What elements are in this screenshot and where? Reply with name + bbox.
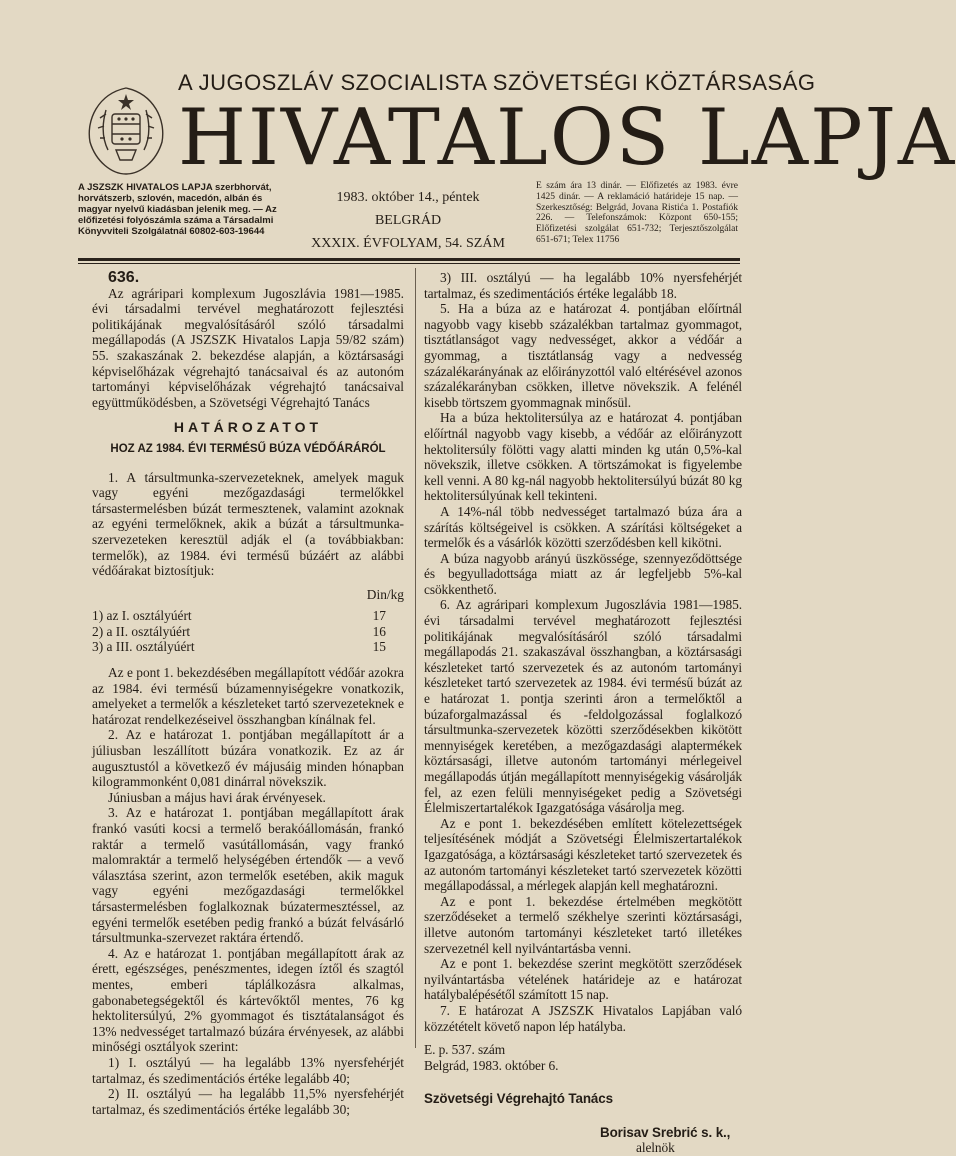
preamble: Az agráripari komplexum Jugoszlávia 1981—1985. évi társadalmi tervével meghatározott fejlesztési politikájának megvalósításáról szóló társadalmi megállapodás (A JSZSZK Hivatalos Lapja 59/82 szám) 55. szakaszának 2. bekezdése alapján, a köztársasági képviselőházak végrehajtó tanácsaival és az autonóm tartományi képviselőházak végrehajtó tanácsaival együttműködésben, a Szövetségi Végrehajtó Tanács [92,285,404,410]
paragraph-1b: Az e pont 1. bekezdésében megállapított védőár azokra az 1984. évi termésű búzamennyiségekre vonatkozik, amelyeket a termelők a készleteket tartó szervezeteknek e határozat rendelkezéseivel összhangban kínálnak fel. [92,665,404,727]
price-label: 1) az I. osztályúért [92,608,192,624]
paragraph-6: 6. Az agráripari komplexum Jugoszlávia 1981—1985. évi társadalmi tervével meghatározott fejlesztési politikájának megvalósításáról szóló társadalmi megállapodás 21. szakaszával összhangban, a köztársasági készleteket tartó szervezetek és az autonóm tartományi készleteket tartó szervezetek az 1984. évi termésű búzát az e határozat 1. pontja szerinti áron a termelőktől a búzaforgalmazással és -feldolgozással foglalkozó társultmunka-szervezetek közötti szerződésekben kikötött mennyiségek keretében, a mezőgazdasági alaptermékek köztársasági, illetve autonóm tartományi mérlegeivel megállapodás útján megállapított mennyiségekig vásárolják fel, az ezen felüli mennyiségeket pedig a Szövetségi Élelmiszertartalékok Igazgatósága vásárolja meg. [424,597,742,816]
quality-class-3: 3) III. osztályú — ha legalább 10% nyersfehérjét tartalmaz, és szedimentációs értéke legalább 18. [424,270,742,301]
paragraph-6b: Az e pont 1. bekezdésében említett kötelezettségek teljesítésének módját a Szövetségi Élelmiszertartalékok Igazgatósága, a köztársasági készleteket tartó szervezetek és az autonóm tartományi készleteket tartó szervezetek közötti megállapodással, a mérlegek alapján kell meghatározni. [424,815,742,894]
signer-body: Szövetségi Végrehajtó Tanács [424,1091,613,1107]
issue-info [292,186,524,255]
paragraph-5c: A 14%-nál több nedvességet tartalmazó búza ára a szárítás költségeivel is csökken. A szárítási költségeket a termelők és a vásárlók közötti szerződésben kell kikötni. [424,503,742,551]
price-row [92,608,404,624]
reference-date: Belgrád, 1983. október 6. [424,1057,559,1073]
column-divider [415,268,416,1048]
masthead-super-title: A JUGOSZLÁV SZOCIALISTA SZÖVETSÉGI KÖZTÁRSASÁG [178,70,816,95]
signer-name: Borisav Srebrić s. k., [600,1124,731,1140]
act-number: 636. [108,269,140,286]
paragraph-1: 1. A társultmunka-szervezeteknek, amelyek maguk vagy egyéni mezőgazdasági termelőkkel társastermelésben búzát termesztenek, valamint azoknak az egyéni termelőknek, akik a búzát a társultmunka-szervezeteken keresztül adják el (a továbbiakban: termelők), az 1984. évi termésű búzáért az alábbi védőárakat biztosítjuk: [92,469,404,579]
paragraph-6c: Az e pont 1. bekezdése értelmében megkötött szerződéseket a termelő székhelye szerinti köztársasági, illetve autonóm tartományi készleteket tartó illetékes szervezetnél kell nyilvántartásba venni. [424,893,742,956]
state-emblem-icon [76,80,176,180]
paragraph-5: 5. Ha a búza az e határozat 4. pontjában előírtnál nagyobb vagy kisebb százalékban tartalmaz gyommagot, tisztátlanságot vagy nedvességet, akkor a védőár a gyommag, a tisztátlanság vagy a nedvesség százalékarányának az előirányzottól való eltérésével azonos százalékarányban csökken, illetve növekszik. A felénél kisebb törtszem gyommagnak minősül. [424,301,742,410]
paragraph-2b: Júniusban a május havi árak érvényesek. [108,789,326,805]
price-value: 16 [372,623,386,639]
price-row [92,639,404,655]
decision-title: HATÁROZATOT [173,419,323,436]
left-column [92,270,404,1117]
price-table [92,608,404,655]
issue-place: BELGRÁD [374,213,442,228]
signoff [424,1042,742,1156]
price-row [92,624,404,640]
paragraph-5d: A búza nagyobb arányú üszkössége, szennyeződöttsége és begyulladottsága miatt az ár legfeljebb 5%-kal csökkenthető. [424,550,742,597]
right-column [424,270,742,1156]
paragraph-5b: Ha a búza hektolitersúlya az e határozat 4. pontjában előírtnál nagyobb vagy kisebb, a védőár az előirányzott hektolitersúly fölötti vagy alatti minden kg után 0,5%-kal növekszik, illetve csökken. A törtszámokat is figyelembe kell venni. A 80 kg-nál nagyobb hektolitersúlyú búzát 80 kg hektolitersúlyúnak kell tekinteni. [424,410,742,504]
price-value: 15 [372,639,386,655]
header-rule-thin [78,263,740,264]
quality-class-1: 1) I. osztályú — ha legalább 13% nyersfehérjét tartalmaz, és szedimentációs értéke legalább 40; [92,1054,404,1086]
quality-class-2: 2) II. osztályú — ha legalább 11,5% nyersfehérjét tartalmaz, és szedimentációs értéke legalább 30; [92,1086,404,1117]
price-label: 2) a II. osztályúért [92,623,191,639]
reference-number: E. p. 537. szám [424,1042,506,1058]
header-rule [78,258,740,261]
paragraph-2: 2. Az e határozat 1. pontjában megállapított ár a júliusban leszállított búzára vonatkozik. Ez az ár augusztustól a következő év májusáig minden hónapban kilogrammonként 0,081 dinárral növekszik. [92,727,404,790]
paragraph-4: 4. Az e határozat 1. pontjában megállapított árak az érett, egészséges, penészmentes, idegen íztől és szagtól mentes, emberi táplálkozásra alkalmas, gabonabetegségektől és kártevőktől mentes, 76 kg hektolitersúlyú, 2% gyommagot és tisztátalanságot és 13% nedvességet tartalmazó búzára érvényesek, az alábbi minőségi osztályok szerint: [92,945,404,1055]
paragraph-3: 3. Az e határozat 1. pontjában megállapított árak frankó vasúti kocsi a termelő berakóállomásán, frankó raktár a termelő vasútállomásán, vagy frankó malomraktár a termelő helységében értendők — a vevő választása szerint, azon termelők esetében, akik maguk vagy egyéni mezőgazdasági termelőkkel társastermelésben foglalkoznak búzatermesztéssel, az egyéni termelők esetében pedig frankó a búzát felvásárló társultmunka-szervezet raktára értendő. [92,805,404,946]
price-value: 17 [372,608,386,624]
decision-subtitle: HOZ AZ 1984. ÉVI TERMÉSŰ BÚZA VÉDŐÁRÁRÓL [110,442,386,455]
paragraph-7: 7. E határozat A JSZSZK Hivatalos Lapjában való közzétételt követő napon lép hatályba. [424,1002,742,1034]
price-unit: Din/kg [366,586,404,602]
publication-note: A JSZSZK HIVATALOS LAPJA szerbhorvát, horvátszerb, szlovén, macedón, albán és magyar nyelvű kiadásban jelenik meg. — Az előfizetési folyószámla száma a Társadalmi Könyvviteli Szolgálatnál 60802-603-19644 [78,182,277,237]
issue-date: 1983. október 14., péntek [336,190,480,205]
paragraph-6d: Az e pont 1. bekezdése szerint megkötött szerződések nyilvántartásba vételének határideje az e határozat hatálybalépésétől számított 15 nap. [424,956,742,1003]
masthead-title: HIVATALOS LAPJA [178,93,956,183]
issue-volume: XXXIX. ÉVFOLYAM, 54. SZÁM [311,236,505,251]
price-label: 3) a III. osztályúért [92,639,195,655]
signer-role: alelnök [636,1140,675,1156]
subscription-note: E szám ára 13 dinár. — Előfizetés az 1983. évre 1425 dinár. — A reklamáció határideje 15 nap. — Szerkesztőség: Belgrád, Jovana Ristića 1. Postafiók 226. — Telefonszámok: Központ 650-155; Előfizetési szolgálat 651-732; Terjesztőszolgálat 651-671; Telex 11756 [536,181,738,245]
